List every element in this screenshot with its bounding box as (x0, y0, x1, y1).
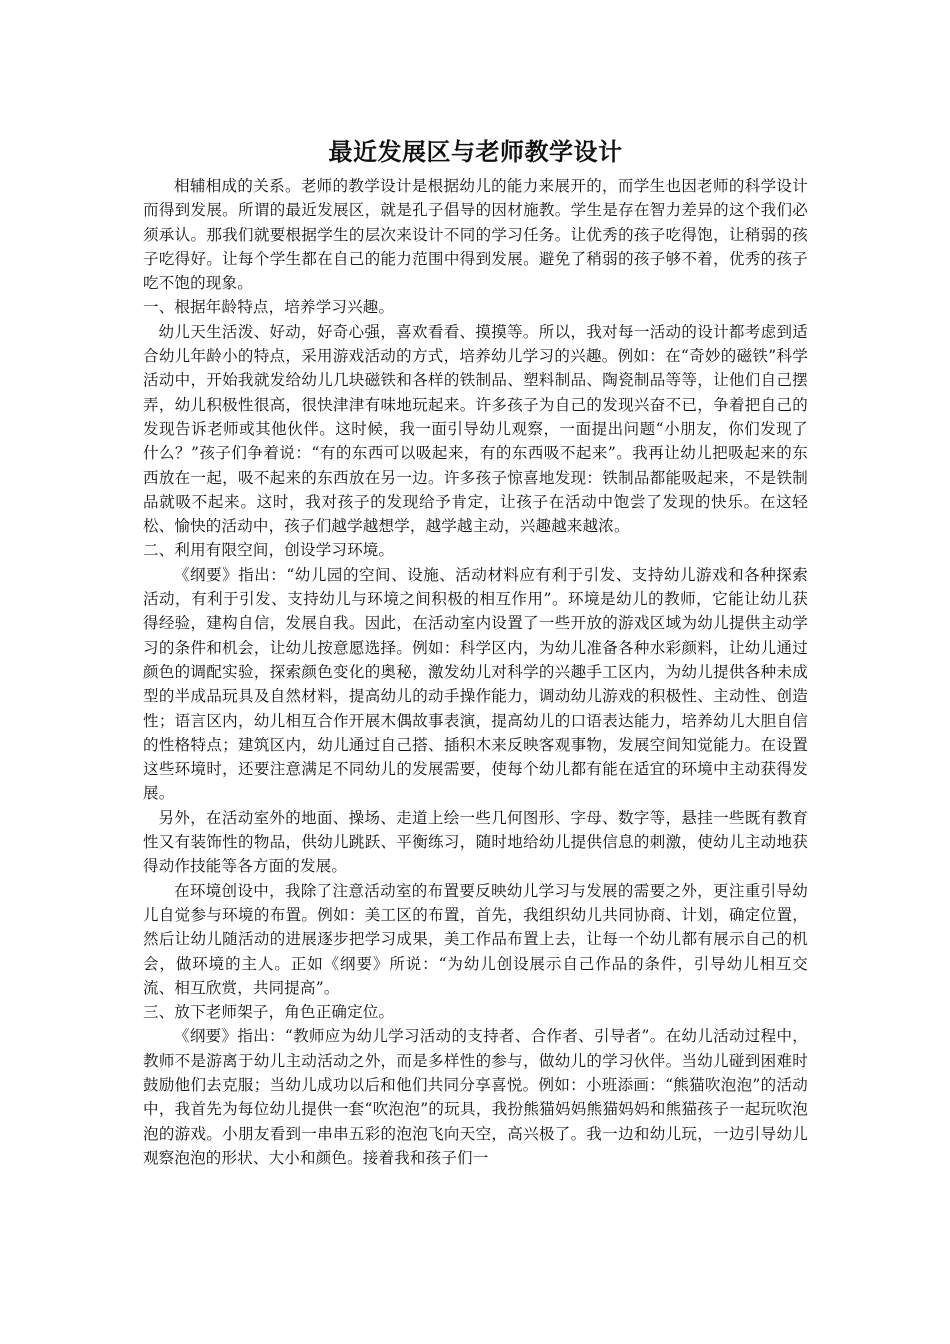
document-page (143, 134, 808, 1170)
section-3-paragraph-1: 《纲要》指出：“教师应为幼儿学习活动的支持者、合作者、引导者”。在幼儿活动过程中，教师不是游离于幼儿主动活动之外，而是多样性的参与，做幼儿的学习伙伴。当幼儿碰到困难时鼓励他们去克服；当幼儿成功以后和他们共同分享喜悦。例如：小班添画：“熊猫吹泡泡”的活动中，我首先为每位幼儿提供一套“吹泡泡”的玩具，我扮熊猫妈妈熊猫妈妈和熊猫孩子一起玩吹泡泡的游戏。小朋友看到一串串五彩的泡泡飞向天空，高兴极了。我一边和幼儿玩，一边引导幼儿观察泡泡的形状、大小和颜色。接着我和孩子们一 (143, 1027, 808, 1167)
section-2-paragraph-1: 《纲要》指出：“幼儿园的空间、设施、活动材料应有利于引发、支持幼儿游戏和各种探索活动，有利于引发、支持幼儿与环境之间积极的相互作用”。环境是幼儿的教师，它能让幼儿获得经验，建构自信，发展自我。因此，在活动室内设置了一些开放的游戏区域为幼儿提供主动学习的条件和机会，让幼儿按意愿选择。例如：科学区内，为幼儿准备各种水彩颜料，让幼儿通过颜色的调配实验，探索颜色变化的奥秘，激发幼儿对科学的兴趣手工区内，为幼儿提供各种未成型的半成品玩具及自然材料，提高幼儿的动手操作能力，调动幼儿游戏的积极性、主动性、创造性；语言区内，幼儿相互合作开展木偶故事表演，提高幼儿的口语表达能力，培养幼儿大胆自信的性格特点；建筑区内，幼儿通过自己搭、插积木来反映客观事物，发展空间知觉能力。在设置这些环境时，还要注意满足不同幼儿的发展需要，使每个幼儿都有能在适宜的环境中主动获得发展。 (143, 565, 808, 803)
section-2-paragraph-2: 另外，在活动室外的地面、操场、走道上绘一些几何图形、字母、数字等，悬挂一些既有教育性又有装饰性的物品，供幼儿跳跃、平衡练习，随时地给幼儿提供信息的刺激，使幼儿主动地获得动作技能等各方面的发展。 (143, 808, 808, 876)
section-2-paragraph-3: 在环境创设中，我除了注意活动室的布置要反映幼儿学习与发展的需要之外，更注重引导幼儿自觉参与环境的布置。例如：美工区的布置，首先，我组织幼儿共同协商、计划，确定位置，然后让幼儿随活动的进展逐步把学习成果，美工作品布置上去，让每一个幼儿都有展示自己的机会，做环境的主人。正如《纲要》所说：“为幼儿创设展示自己作品的条件，引导幼儿相互交流、相互欣赏，共同提高”。 (143, 881, 808, 997)
intro-paragraph: 相辅相成的关系。老师的教学设计是根据幼儿的能力来展开的，而学生也因老师的科学设计而得到发展。所谓的最近发展区，就是孔子倡导的因材施教。学生是存在智力差异的这个我们必须承认。那我们就要根据学生的层次来设计不同的学习任务。让优秀的孩子吃得饱，让稍弱的孩子吃得好。让每个学生都在自己的能力范围中得到发展。避免了稍弱的孩子够不着，优秀的孩子吃不饱的现象。 (143, 177, 808, 293)
section-2-heading: 二、利用有限空间，创设学习环境。 (143, 541, 395, 560)
section-1-heading: 一、根据年龄特点，培养学习兴趣。 (143, 298, 395, 317)
section-1-paragraph-1: 幼儿天生活泼、好动，好奇心强，喜欢看看、摸摸等。所以，我对每一活动的设计都考虑到适合幼儿年龄小的特点，采用游戏活动的方式，培养幼儿学习的兴趣。例如：在“奇妙的磁铁”科学活动中，开始我就发给幼儿几块磁铁和各样的铁制品、塑料制品、陶瓷制品等等，让他们自己摆弄，幼儿积极性很高，很快津津有味地玩起来。许多孩子为自己的发现兴奋不已，争着把自己的发现告诉老师或其他伙伴。这时候，我一面引导幼儿观察，一面提出问题“小朋友，你们发现了什么？”孩子们争着说：“有的东西可以吸起来，有的东西吸不起来”。我再让幼儿把吸起来的东西放在一起，吸不起来的东西放在另一边。许多孩子惊喜地发现：铁制品都能吸起来，不是铁制品就吸不起来。这时，我对孩子的发现给予肯定，让孩子在活动中饱尝了发现的快乐。在这轻松、愉快的活动中，孩子们越学越想学，越学越主动，兴趣越来越浓。 (143, 322, 808, 536)
section-3-heading: 三、放下老师架子，角色正确定位。 (143, 1003, 395, 1022)
document-title: 最近发展区与老师教学设计 (328, 137, 623, 166)
